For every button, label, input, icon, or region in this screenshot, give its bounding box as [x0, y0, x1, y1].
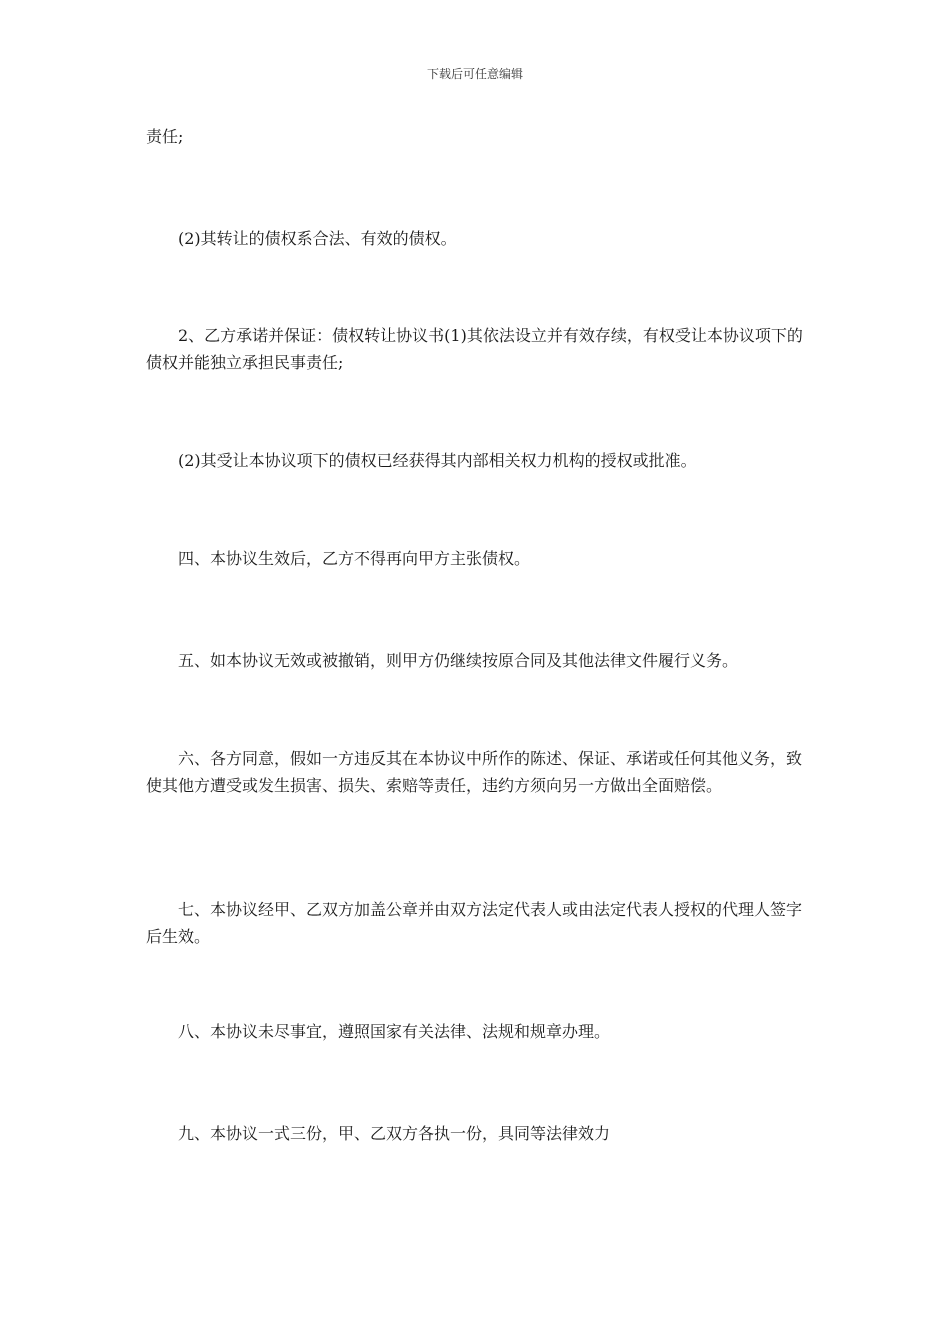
paragraph-6: 五、如本协议无效或被撤销，则甲方仍继续按原合同及其他法律文件履行义务。 — [178, 651, 739, 670]
paragraph-4: (2)其受让本协议项下的债权已经获得其内部相关权力机构的授权或批准。 — [178, 451, 697, 470]
paragraph-5: 四、本协议生效后，乙方不得再向甲方主张债权。 — [178, 549, 531, 568]
paragraph-3: 2、乙方承诺并保证：债权转让协议书(1)其依法设立并有效存续，有权受让本协议项下的债权并能独立承担民事责任; — [146, 326, 803, 372]
paragraph-2: (2)其转让的债权系合法、有效的债权。 — [178, 229, 457, 248]
paragraph-9: 八、本协议未尽事宜，遵照国家有关法律、法规和规章办理。 — [178, 1022, 611, 1041]
paragraph-8: 七、本协议经甲、乙双方加盖公章并由双方法定代表人或由法定代表人授权的代理人签字后生效。 — [146, 900, 803, 946]
paragraph-1: 责任; — [146, 127, 184, 146]
page-header: 下载后可任意编辑 — [426, 67, 523, 81]
paragraph-10: 九、本协议一式三份，甲、乙双方各执一份，具同等法律效力 — [178, 1124, 611, 1143]
paragraph-7: 六、各方同意，假如一方违反其在本协议中所作的陈述、保证、承诺或任何其他义务，致使其他方遭受或发生损害、损失、索赔等责任，违约方须向另一方做出全面赔偿。 — [146, 749, 803, 795]
